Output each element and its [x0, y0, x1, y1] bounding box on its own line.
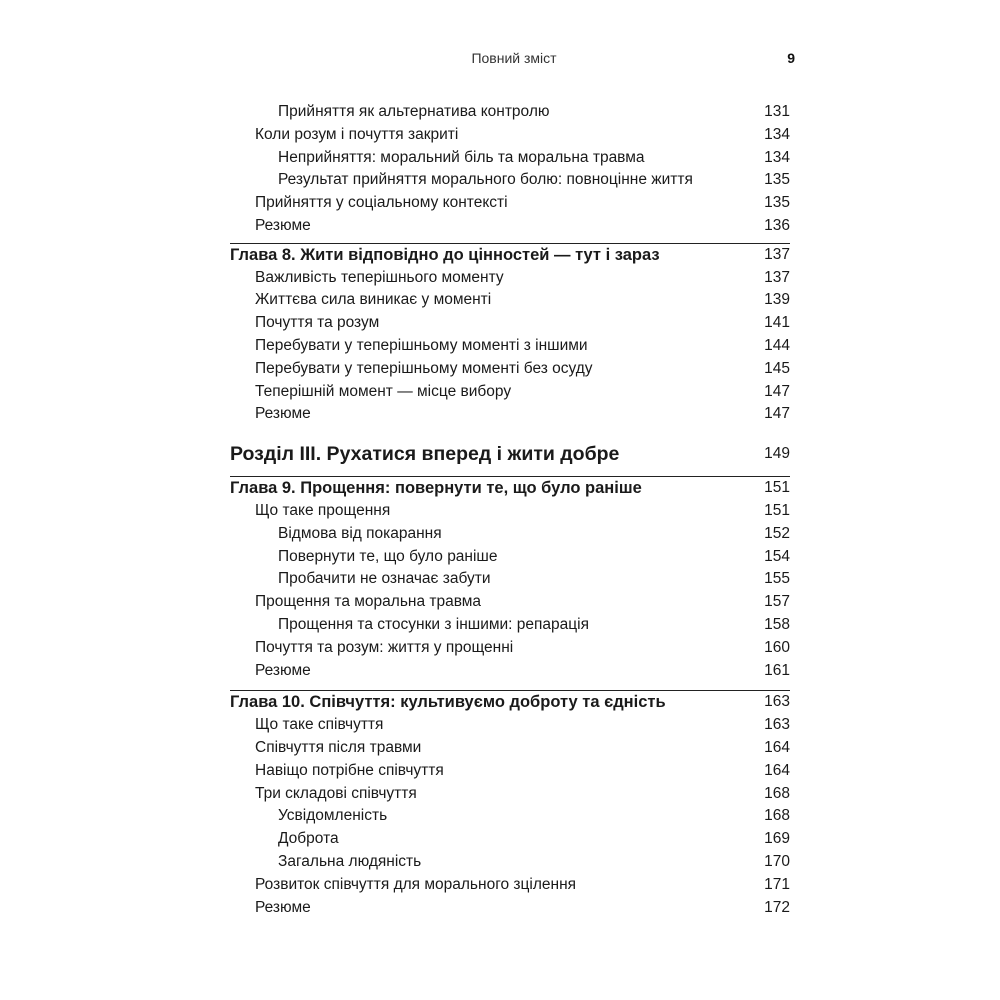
toc-entry [230, 637, 790, 660]
toc-entry [230, 101, 790, 124]
toc-entry-page: 135 [764, 171, 790, 189]
toc-entry [230, 267, 790, 290]
toc-entry-text: Коли розум і почуття закриті [255, 125, 459, 143]
toc-entry [230, 783, 790, 806]
toc-entry-text: Резюме [255, 216, 311, 234]
chapter-8-heading [230, 243, 790, 267]
toc-entry-text: Перебувати у теперішньому моменті без осуду [255, 359, 593, 377]
toc-entry-text: Резюме [255, 898, 311, 916]
toc-entry [230, 614, 790, 637]
chapter-title: Глава 8. Жити відповідно до цінностей — тут і зараз [230, 245, 660, 264]
toc-entry [230, 192, 790, 215]
toc-entry-page: 168 [764, 784, 790, 802]
toc-entry [230, 568, 790, 591]
toc-entry-page: 154 [764, 547, 790, 565]
toc-entry-text: Відмова від покарання [278, 524, 442, 542]
toc-entry-text: Три складові співчуття [255, 784, 417, 802]
chapter-page: 151 [764, 479, 790, 497]
toc-entry-page: 170 [764, 852, 790, 870]
toc-entry-text: Прощення та стосунки з іншими: репарація [278, 615, 589, 633]
toc-entry-page: 134 [764, 125, 790, 143]
page-number: 9 [787, 50, 795, 66]
toc-entry-text: Загальна людяність [278, 852, 422, 870]
toc-entry-page: 137 [764, 268, 790, 286]
table-of-contents [230, 101, 790, 919]
toc-entry [230, 358, 790, 381]
toc-entry [230, 828, 790, 851]
toc-entry-text: Навіщо потрібне співчуття [255, 761, 444, 779]
chapter-title: Глава 10. Співчуття: культивуємо доброту та єдність [230, 693, 666, 712]
toc-entry [230, 737, 790, 760]
toc-entry-text: Важливість теперішнього моменту [255, 268, 504, 286]
toc-entry [230, 546, 790, 569]
toc-entry-page: 161 [764, 661, 790, 679]
toc-entry-page: 172 [764, 898, 790, 916]
chapter-9-heading [230, 476, 790, 500]
toc-entry [230, 215, 790, 238]
toc-entry [230, 124, 790, 147]
toc-entry-page: 164 [764, 738, 790, 756]
toc-entry [230, 500, 790, 523]
running-title: Повний зміст [471, 50, 557, 66]
running-head [0, 50, 1000, 70]
toc-entry-text: Перебувати у теперішньому моменті з іншими [255, 336, 588, 354]
toc-entry-page: 134 [764, 148, 790, 166]
toc-entry-page: 152 [764, 524, 790, 542]
toc-entry-page: 145 [764, 359, 790, 377]
toc-entry-page: 139 [764, 291, 790, 309]
toc-entry-page: 157 [764, 593, 790, 611]
toc-entry-text: Повернути те, що було раніше [278, 547, 498, 565]
toc-entry-page: 169 [764, 830, 790, 848]
toc-entry-page: 163 [764, 716, 790, 734]
chapter-10-heading [230, 690, 790, 714]
toc-entry-text: Резюме [255, 405, 311, 423]
toc-entry [230, 874, 790, 897]
toc-entry-text: Результат прийняття морального болю: повноцінне життя [278, 171, 693, 189]
toc-entry-text: Прийняття у соціальному контексті [255, 194, 508, 212]
chapter-page: 163 [764, 693, 790, 711]
toc-entry-text: Прийняття як альтернатива контролю [278, 103, 550, 120]
toc-entry-page: 131 [764, 103, 790, 120]
toc-entry-text: Що таке співчуття [255, 716, 384, 734]
toc-entry [230, 714, 790, 737]
chapter-page: 137 [764, 245, 790, 263]
toc-entry-page: 141 [764, 314, 790, 332]
toc-entry [230, 897, 790, 920]
chapter-title: Глава 9. Прощення: повернути те, що було раніше [230, 479, 642, 498]
toc-entry-text: Доброта [278, 830, 339, 848]
toc-entry [230, 289, 790, 312]
toc-entry-text: Теперішній момент — місце вибору [255, 382, 512, 400]
toc-entry-text: Пробачити не означає забути [278, 570, 491, 588]
section-page: 149 [764, 445, 790, 463]
toc-entry [230, 403, 790, 426]
toc-entry [230, 591, 790, 614]
toc-entry-page: 151 [764, 501, 790, 519]
toc-entry-text: Життєва сила виникає у моменті [255, 291, 492, 309]
toc-entry-page: 164 [764, 761, 790, 779]
toc-entry [230, 523, 790, 546]
toc-entry-text: Неприйняття: моральний біль та моральна травма [278, 148, 645, 166]
toc-entry [230, 335, 790, 358]
section-3-heading [230, 440, 790, 468]
toc-entry-page: 147 [764, 382, 790, 400]
toc-entry [230, 147, 790, 170]
toc-entry-text: Прощення та моральна травма [255, 593, 482, 611]
toc-entry-text: Що таке прощення [255, 501, 391, 519]
toc-entry-text: Почуття та розум [255, 314, 380, 332]
toc-entry-page: 135 [764, 194, 790, 212]
toc-entry-page: 160 [764, 638, 790, 656]
toc-entry [230, 805, 790, 828]
toc-entry-page: 147 [764, 405, 790, 423]
toc-entry-page: 158 [764, 615, 790, 633]
toc-entry-text: Розвиток співчуття для морального зцілення [255, 875, 577, 893]
toc-entry-page: 171 [764, 875, 790, 893]
toc-entry-page: 144 [764, 336, 790, 354]
toc-entry [230, 169, 790, 192]
toc-entry-text: Резюме [255, 661, 311, 679]
toc-entry [230, 851, 790, 874]
toc-entry-text: Співчуття після травми [255, 738, 422, 756]
toc-entry [230, 312, 790, 335]
toc-entry-page: 155 [764, 570, 790, 588]
toc-entry-page: 168 [764, 807, 790, 825]
toc-entry-page: 136 [764, 216, 790, 234]
toc-entry-text: Почуття та розум: життя у прощенні [255, 638, 514, 656]
section-title: Розділ III. Рухатися вперед і жити добре [230, 443, 620, 466]
toc-entry [230, 381, 790, 404]
toc-entry [230, 660, 790, 683]
toc-entry-text: Усвідомленість [278, 807, 388, 825]
toc-entry [230, 760, 790, 783]
